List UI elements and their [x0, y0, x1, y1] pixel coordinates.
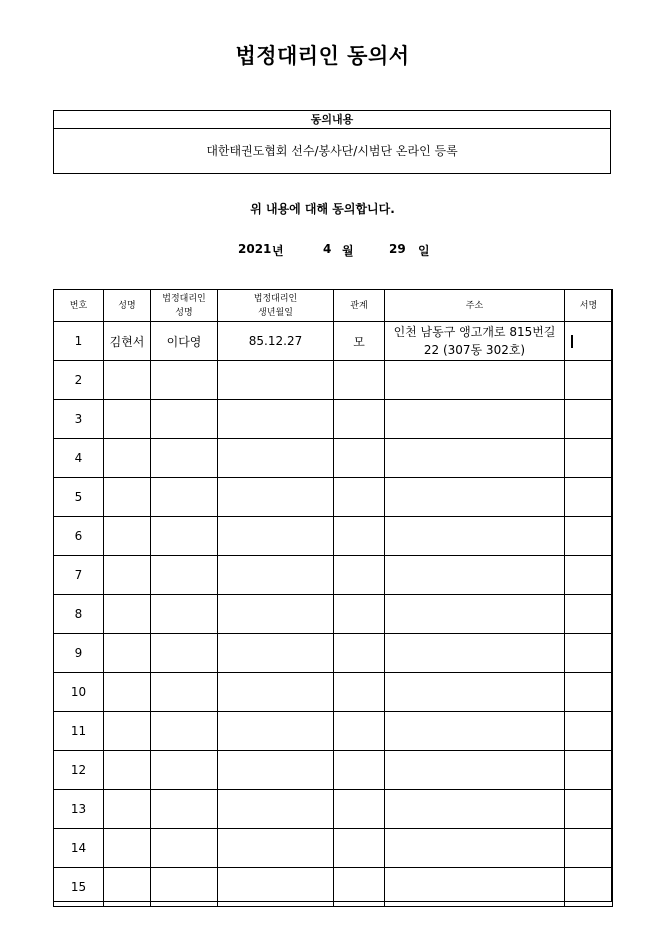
cell-number: 3	[54, 400, 104, 439]
table-row	[54, 868, 613, 907]
cell-name	[104, 790, 151, 829]
cell-guardian-name	[151, 712, 218, 751]
table-row	[54, 634, 613, 673]
header-address: 주소	[385, 290, 565, 322]
text-cursor-icon	[571, 335, 573, 348]
cell-relation	[334, 400, 385, 439]
cell-number: 11	[54, 712, 104, 751]
cell-guardian-name	[151, 790, 218, 829]
cell-name	[104, 439, 151, 478]
cell-signature[interactable]	[565, 829, 613, 868]
header-guardian-name-line2: 성명	[175, 307, 193, 318]
consent-header: 동의내용	[54, 111, 610, 129]
header-signature: 서명	[565, 290, 613, 322]
cell-number: 6	[54, 517, 104, 556]
cell-guardian-birth	[218, 517, 334, 556]
cell-name	[104, 868, 151, 907]
cell-guardian-name	[151, 517, 218, 556]
cell-guardian-name	[151, 868, 218, 907]
cell-guardian-birth	[218, 478, 334, 517]
header-guardian-birth-line1: 법정대리인	[253, 293, 298, 304]
cell-guardian-birth	[218, 829, 334, 868]
cell-number: 15	[54, 868, 104, 907]
cell-relation	[334, 868, 385, 907]
cell-guardian-birth	[218, 868, 334, 907]
cell-number: 10	[54, 673, 104, 712]
cell-relation	[334, 517, 385, 556]
cell-signature[interactable]	[565, 673, 613, 712]
cell-name	[104, 634, 151, 673]
cell-guardian-name	[151, 673, 218, 712]
cell-number: 13	[54, 790, 104, 829]
cell-address	[385, 517, 565, 556]
cell-relation	[334, 478, 385, 517]
cell-number: 7	[54, 556, 104, 595]
cell-name: 김현서	[104, 322, 151, 361]
cell-guardian-birth	[218, 790, 334, 829]
cell-signature[interactable]	[565, 400, 613, 439]
cell-relation	[334, 439, 385, 478]
cell-name	[104, 478, 151, 517]
cell-address	[385, 595, 565, 634]
cell-relation	[334, 829, 385, 868]
date-day-unit: 일	[418, 244, 430, 258]
cell-address	[385, 712, 565, 751]
cell-guardian-birth	[218, 712, 334, 751]
cell-guardian-name	[151, 478, 218, 517]
cell-signature[interactable]	[565, 595, 613, 634]
cell-number: 12	[54, 751, 104, 790]
date-year: 2021	[238, 242, 272, 256]
cell-signature[interactable]	[565, 517, 613, 556]
cell-address	[385, 829, 565, 868]
table-row	[54, 595, 613, 634]
cell-guardian-name	[151, 400, 218, 439]
cell-address	[385, 556, 565, 595]
header-name: 성명	[104, 290, 151, 322]
cell-relation: 모	[334, 322, 385, 361]
cell-signature[interactable]	[565, 556, 613, 595]
table-row	[54, 751, 613, 790]
cell-number: 1	[54, 322, 104, 361]
cell-name	[104, 829, 151, 868]
header-number: 번호	[54, 290, 104, 322]
cell-name	[104, 673, 151, 712]
table-row	[54, 556, 613, 595]
table-row	[54, 400, 613, 439]
table-row	[54, 712, 613, 751]
cell-guardian-name: 이다영	[151, 322, 218, 361]
consent-content: 대한태권도협회 선수/봉사단/시범단 온라인 등록	[206, 144, 458, 158]
cell-name	[104, 751, 151, 790]
consent-box	[53, 110, 611, 174]
cell-signature[interactable]	[565, 712, 613, 751]
cell-name	[104, 361, 151, 400]
cell-signature[interactable]	[565, 868, 613, 907]
date-year-unit: 년	[272, 244, 284, 258]
cell-signature[interactable]	[565, 361, 613, 400]
cell-number: 2	[54, 361, 104, 400]
guardian-table	[53, 289, 613, 907]
header-guardian-name	[151, 290, 218, 322]
cell-address-line1: 인천 남동구 앵고개로 815번길	[393, 325, 556, 339]
cell-guardian-name	[151, 751, 218, 790]
cell-address	[385, 361, 565, 400]
cell-relation	[334, 751, 385, 790]
cell-name	[104, 595, 151, 634]
cell-guardian-name	[151, 595, 218, 634]
cell-guardian-birth	[218, 634, 334, 673]
cell-relation	[334, 712, 385, 751]
cell-number: 9	[54, 634, 104, 673]
cell-signature[interactable]	[565, 478, 613, 517]
cell-relation	[334, 790, 385, 829]
document-title: 법정대리인 동의서	[235, 44, 410, 68]
cell-number: 5	[54, 478, 104, 517]
cell-number: 4	[54, 439, 104, 478]
cell-guardian-birth	[218, 439, 334, 478]
cell-address	[385, 400, 565, 439]
cell-name	[104, 556, 151, 595]
date-month-unit: 월	[342, 244, 354, 258]
header-relation: 관계	[334, 290, 385, 322]
cell-relation	[334, 556, 385, 595]
cell-address	[385, 478, 565, 517]
cell-guardian-birth: 85.12.27	[218, 322, 334, 361]
cell-address	[385, 322, 565, 361]
table-row	[54, 322, 613, 361]
agreement-statement: 위 내용에 대해 동의합니다.	[250, 202, 395, 216]
cell-address	[385, 751, 565, 790]
cell-address	[385, 634, 565, 673]
cell-address	[385, 790, 565, 829]
cell-relation	[334, 595, 385, 634]
header-guardian-birth	[218, 290, 334, 322]
table-row	[54, 829, 613, 868]
cell-guardian-name	[151, 361, 218, 400]
date-day: 29	[389, 242, 406, 256]
cell-address-line2: 22 (307동 302호)	[423, 343, 526, 357]
table-header-row	[54, 290, 613, 322]
cell-relation	[334, 634, 385, 673]
cell-address	[385, 439, 565, 478]
cell-number: 14	[54, 829, 104, 868]
table-row	[54, 517, 613, 556]
cell-relation	[334, 361, 385, 400]
table-row	[54, 673, 613, 712]
cell-address	[385, 673, 565, 712]
cell-name	[104, 400, 151, 439]
cell-relation	[334, 673, 385, 712]
cell-name	[104, 712, 151, 751]
table-row	[54, 439, 613, 478]
cell-signature[interactable]	[565, 322, 613, 361]
cell-guardian-birth	[218, 751, 334, 790]
cell-guardian-birth	[218, 400, 334, 439]
cell-signature[interactable]	[565, 751, 613, 790]
cell-guardian-name	[151, 829, 218, 868]
cell-signature[interactable]	[565, 439, 613, 478]
cell-guardian-birth	[218, 595, 334, 634]
cell-guardian-birth	[218, 673, 334, 712]
cell-signature[interactable]	[565, 634, 613, 673]
date-month: 4	[323, 242, 332, 256]
cell-signature[interactable]	[565, 790, 613, 829]
cell-guardian-name	[151, 634, 218, 673]
cell-guardian-birth	[218, 361, 334, 400]
table-row	[54, 478, 613, 517]
cell-guardian-name	[151, 556, 218, 595]
cell-number: 8	[54, 595, 104, 634]
cell-name	[104, 517, 151, 556]
cell-guardian-birth	[218, 556, 334, 595]
table-row	[54, 361, 613, 400]
header-guardian-birth-line2: 생년월일	[258, 307, 293, 318]
header-guardian-name-line1: 법정대리인	[162, 293, 206, 304]
cell-address	[385, 868, 565, 907]
table-row	[54, 790, 613, 829]
cell-guardian-name	[151, 439, 218, 478]
